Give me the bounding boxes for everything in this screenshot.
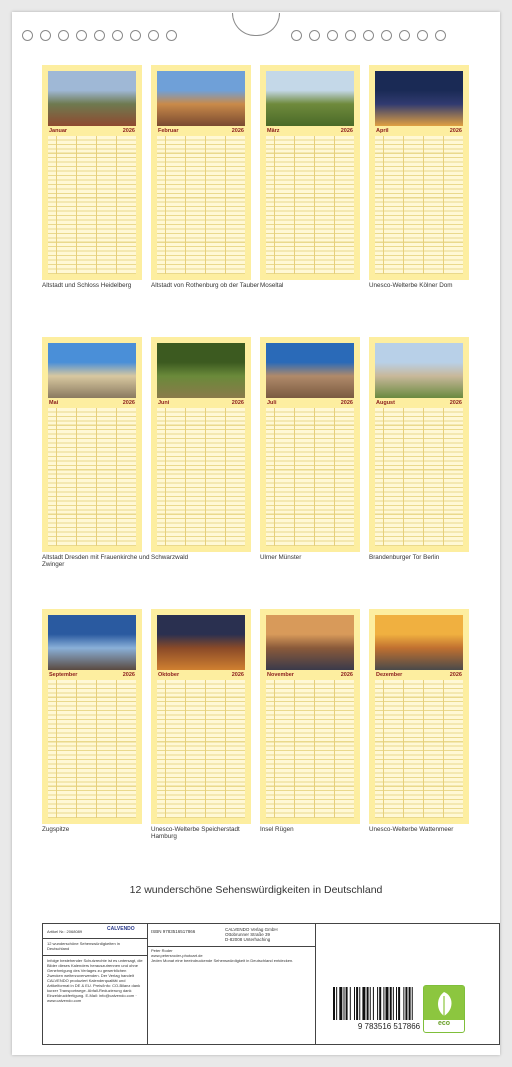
month-name: Januar [49,127,68,134]
month-photo [48,615,136,670]
month-header [48,670,136,679]
day-grid [48,680,136,818]
month-frame [151,609,251,824]
binding-hole [148,30,159,41]
day-grid [48,408,136,546]
barcode-digits: 9 783516 517866 [357,1022,421,1031]
short-title: 12 wunderschöne Sehenswürdigkeiten in Deutschland [47,941,120,951]
month-photo [48,71,136,126]
month-caption: Schwarzwald [151,554,189,561]
binding-hole [94,30,105,41]
publisher-name: CALVENDO Verlag GmbH [225,927,278,932]
day-grid [157,680,245,818]
month-year: 2026 [340,399,353,406]
month-year: 2026 [449,399,462,406]
isbn: ISBN 9783516517866 [151,929,196,934]
month-name: August [376,399,395,406]
month-year: 2026 [449,671,462,678]
binding-holes-left [22,30,177,44]
month-year: 2026 [340,671,353,678]
month-caption: Insel Rügen [260,826,294,833]
month-name: Dezember [376,671,403,678]
month-name: Juli [267,399,277,406]
month-frame [42,609,142,824]
calendar-title: 12 wunderschöne Sehenswürdigkeiten in Deutschland [129,884,383,896]
legal-text: Infolge bestehender Schutzrechte ist es untersagt, die Bilder dieses Kalenders herauszutrennen und ohne Genehmigung des Verlages zu gewerblichen Zwecken weiterzuverwenden. Der Verlag handelt CALVENDO produziert Kalenderqualität und Artikelformat in DE & EU. Preis/Info: CO-Bilanz dank kurzer Transportwege. Abfall-Reduzierung dank Einzeldruckfertigung. E-Mail: info@calvendo.com · www.calvendo.com [47,958,143,1003]
binding-hole [166,30,177,41]
publisher-logo: CALVENDO [107,926,135,932]
month-header [375,398,463,407]
month-photo [157,343,245,398]
day-grid [266,680,354,818]
month-frame [369,337,469,552]
day-grid [157,136,245,274]
article-number: Artikel Nr.: 2068089 [47,929,83,934]
month-photo [157,71,245,126]
info-column-left [43,924,148,1044]
month-name: September [49,671,78,678]
month-frame [369,65,469,280]
month-caption: Unesco-Welterbe Wattenmeer [369,826,454,833]
month-name: Oktober [158,671,180,678]
day-grid [375,136,463,274]
publisher-street: Ottobrunner Straße 39 [225,932,271,938]
description: Jeden Monat eine beeindruckende Sehenswürdigkeit in Deutschland entdecken. [151,957,294,963]
day-grid [375,408,463,546]
month-year: 2026 [340,127,353,134]
month-frame [260,65,360,280]
day-grid [157,408,245,546]
binding-hole [22,30,33,41]
day-grid [375,680,463,818]
month-header [375,126,463,135]
month-caption: Altstadt von Rothenburg ob der Tauber [151,282,260,289]
author: Peter Roder [151,948,173,953]
month-frame [42,65,142,280]
month-photo [266,615,354,670]
month-caption: Unesco-Welterbe Kölner Dom [369,282,453,289]
month-year: 2026 [231,399,244,406]
publisher-city: D-82008 Unterhaching [225,937,271,943]
month-photo [375,615,463,670]
month-photo [157,615,245,670]
month-frame [260,337,360,552]
month-year: 2026 [122,671,135,678]
month-header [157,126,245,135]
month-name: März [267,127,280,134]
month-caption: Altstadt und Schloss Heidelberg [42,282,132,289]
month-frame [260,609,360,824]
binding-hole [363,30,374,41]
month-year: 2026 [122,399,135,406]
day-grid [266,136,354,274]
info-box [42,923,500,1045]
month-caption: Moseltal [260,282,284,289]
month-photo [266,343,354,398]
eco-badge [423,985,465,1033]
info-column-right [315,924,499,1044]
month-year: 2026 [122,127,135,134]
month-header [48,126,136,135]
binding-hole [399,30,410,41]
month-header [266,126,354,135]
binding-hole [327,30,338,41]
month-header [375,670,463,679]
month-year: 2026 [231,127,244,134]
binding-holes-right [291,30,446,44]
month-photo [266,71,354,126]
binding-hole [76,30,87,41]
binding-hole [309,30,320,41]
month-frame [42,337,142,552]
binding-hole [417,30,428,41]
binding-hole [112,30,123,41]
month-year: 2026 [231,671,244,678]
month-frame [151,65,251,280]
binding-hole [40,30,51,41]
binding-hole [381,30,392,41]
author-website: www.petersroder-photoart.de [151,952,203,958]
eco-label: eco [437,1020,451,1027]
month-name: Juni [158,399,170,406]
month-name: Februar [158,127,179,134]
month-frame [151,337,251,552]
day-grid [48,136,136,274]
month-caption: Zugspitze [42,826,70,833]
month-name: April [376,127,389,134]
calendar-page [12,12,500,1055]
binding-hole [345,30,356,41]
binding-hole [435,30,446,41]
month-header [157,670,245,679]
month-photo [375,343,463,398]
day-grid [266,408,354,546]
month-caption: Unesco-Welterbe Speicherstadt Hamburg [151,826,240,841]
month-caption: Ulmer Münster [260,554,302,561]
info-column-middle [147,924,316,1044]
month-header [266,670,354,679]
binding-hole [291,30,302,41]
month-frame [369,609,469,824]
month-year: 2026 [449,127,462,134]
month-photo [48,343,136,398]
binding-hole [58,30,69,41]
month-name: Mai [49,399,59,406]
month-header [48,398,136,407]
binding-hole [130,30,141,41]
month-header [157,398,245,407]
month-caption: Brandenburger Tor Berlin [369,554,440,561]
hanger-cutout [232,13,280,36]
month-photo [375,71,463,126]
month-caption: Altstadt Dresden mit Frauenkirche und Zwinger [42,554,150,569]
month-header [266,398,354,407]
month-name: November [267,671,294,678]
